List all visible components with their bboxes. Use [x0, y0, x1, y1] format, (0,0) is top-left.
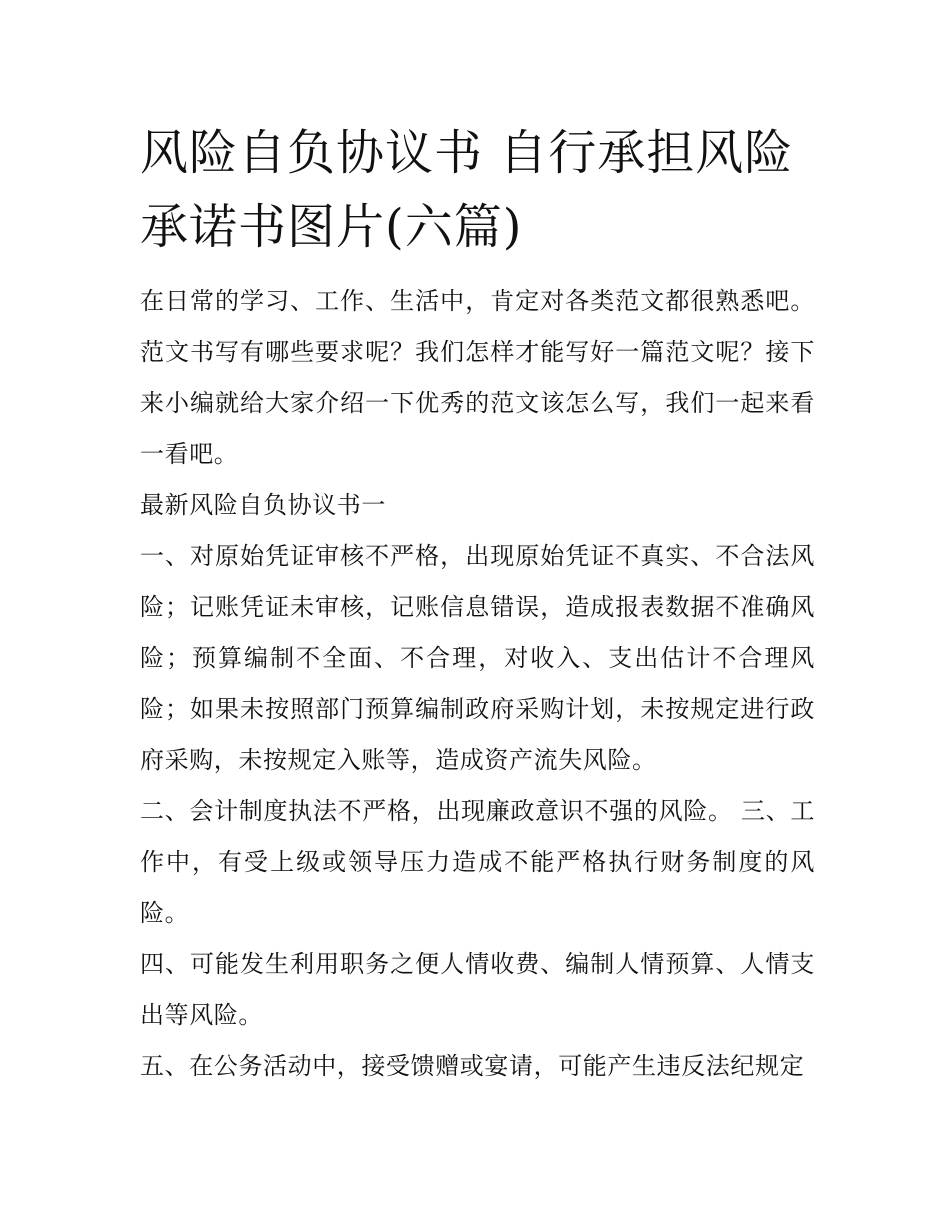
paragraph-item-4: 四、可能发生利用职务之便人情收费、编制人情预算、人情支出等风险。 [140, 950, 815, 1029]
document-body [140, 276, 815, 1092]
paragraph-item-1: 一、对原始凭证审核不严格，出现原始凭证不真实、不合法风险；记账凭证未审核，记账信息错误，造成报表数据不准确风险；预算编制不全面、不合理，对收入、支出估计不合理风险；如果未按照部门预算编制政府采购计划，未按规定进行政府采购，未按规定入账等，造成资产流失风险。 [140, 542, 815, 774]
document-title: 风险自负协议书 自行承担风险承诺书图片(六篇) [140, 125, 794, 255]
paragraph-item-2-3: 二、会计制度执法不严格，出现廉政意识不强的风险。 三、工作中，有受上级或领导压力造成不能严格执行财务制度的风险。 [140, 797, 815, 927]
paragraph-intro: 在日常的学习、工作、生活中，肯定对各类范文都很熟悉吧。范文书写有哪些要求呢？我们怎样才能写好一篇范文呢？接下来小编就给大家介绍一下优秀的范文该怎么写，我们一起来看一看吧。 [140, 287, 815, 468]
section-heading: 最新风险自负协议书一 [140, 491, 386, 519]
paragraph-item-5: 五、在公务活动中，接受馈赠或宴请，可能产生违反法纪规定 [140, 1052, 805, 1080]
